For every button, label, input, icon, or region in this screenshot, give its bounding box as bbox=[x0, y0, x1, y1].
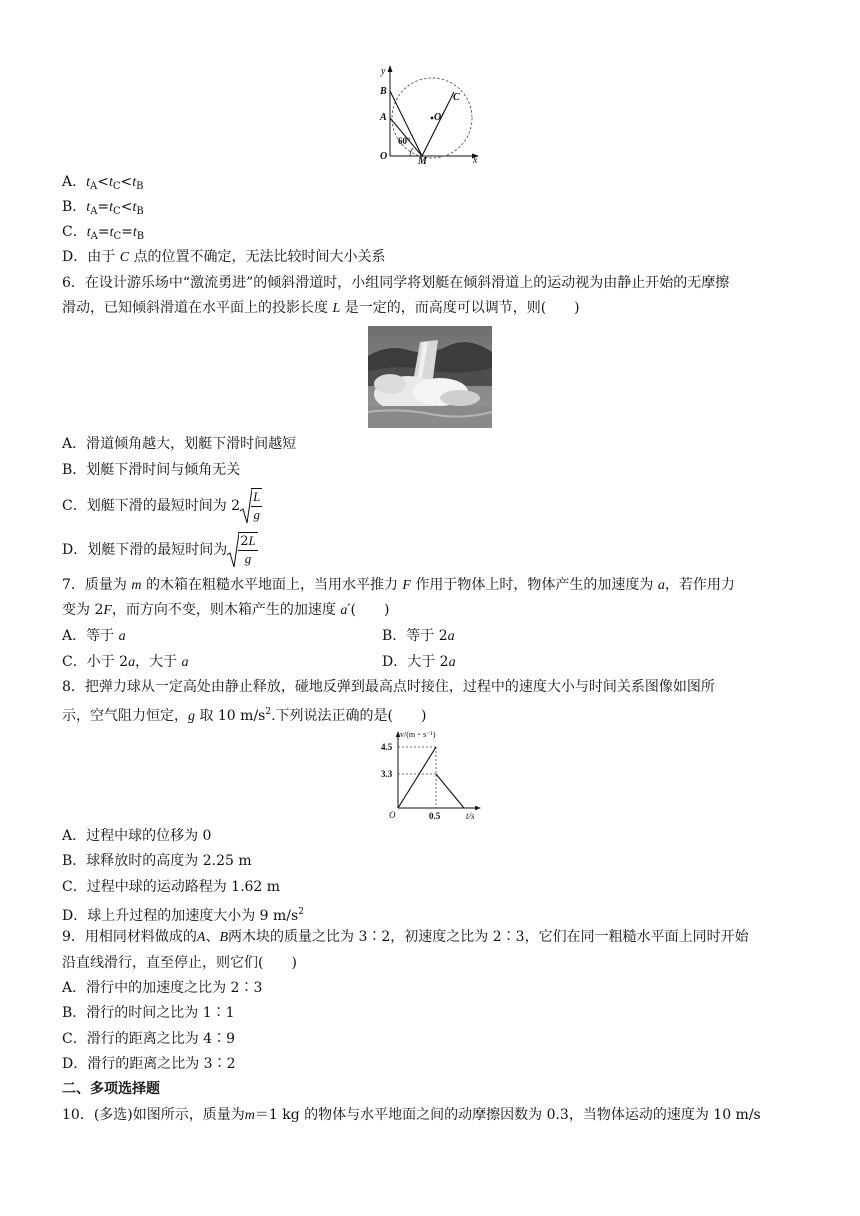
sqrt-formula-d: $\frac{2L}{g}$ bbox=[227, 528, 258, 572]
q8-option-c: C．过程中球的运动路程为 1.62 m bbox=[62, 879, 281, 895]
geometry-figure bbox=[376, 62, 480, 164]
water-slide-photo bbox=[368, 326, 492, 428]
graph-tick-4-5: 4.5 bbox=[381, 742, 393, 752]
q6-option-d: D．划艇下滑的最短时间为 $\frac{2L}{g}$ bbox=[62, 528, 258, 572]
q6-option-a: A．滑道倾角越大，划艇下滑时间越短 bbox=[62, 436, 297, 452]
q6-stem-line2: 滑动，已知倾斜滑道在水平面上的投影长度 L 是一定的，而高度可以调节，则( ) bbox=[62, 300, 580, 316]
q5-option-d: D．由于 C 点的位置不确定，无法比较时间大小关系 bbox=[62, 249, 386, 265]
q7-option-a: A．等于 a bbox=[62, 628, 126, 644]
point-a: A bbox=[380, 112, 387, 123]
q7-option-b: B．等于 2a bbox=[382, 628, 455, 644]
sqrt-formula-c: $\frac{L}{g}$ bbox=[240, 484, 262, 528]
q6-option-b: B．划艇下滑时间与倾角无关 bbox=[62, 462, 241, 478]
q6-stem-line1: 6．在设计游乐场中“激流勇进”的倾斜滑道时，小组同学将划艇在倾斜滑道上的运动视为由静止开始的无摩擦 bbox=[62, 275, 730, 291]
q8-stem-line1: 8．把弹力球从一定高处由静止释放，碰地反弹到最高点时接住，过程中的速度大小与时间关系图像如图所 bbox=[62, 679, 715, 695]
q9-option-c: C．滑行的距离之比为 4∶9 bbox=[62, 1031, 235, 1047]
q6-option-c: C．划艇下滑的最短时间为 2 $\frac{L}{g}$ bbox=[62, 484, 262, 528]
graph-tick-0-5: 0.5 bbox=[429, 811, 441, 820]
graph-y-label: v/(m・s⁻¹) bbox=[400, 730, 436, 739]
point-m: M bbox=[418, 156, 427, 164]
q7-stem-line2: 变为 2F，而方向不变，则木箱产生的加速度 a′( ) bbox=[62, 602, 390, 618]
graph-tick-3-3: 3.3 bbox=[381, 769, 393, 779]
q10-stem-line1: 10．(多选)如图所示，质量为m＝1 kg 的物体与水平地面之间的动摩擦因数为 0.3，当物体运动的速度为 10 m/s bbox=[62, 1107, 761, 1123]
section-heading-multiple-choice: 二、多项选择题 bbox=[62, 1081, 160, 1097]
point-oprime: O′ bbox=[434, 112, 445, 123]
x-axis-label: x bbox=[473, 155, 478, 164]
q5-option-c: C．$t_A=t_C=t_B$ bbox=[62, 224, 145, 242]
graph-origin: O bbox=[389, 810, 396, 820]
q8-stem-line2: 示，空气阻力恒定，g 取 10 $m/s^2$.下列说法正确的是( ) bbox=[62, 707, 427, 724]
q7-option-d: D．大于 2a bbox=[382, 654, 456, 670]
q8-option-d: D．球上升过程的加速度大小为 9 $m/s^2$ bbox=[62, 907, 304, 924]
angle-label: 60° bbox=[398, 136, 411, 146]
q7-stem-line1: 7．质量为 m 的木箱在粗糙水平地面上，当用水平推力 F 作用于物体上时，物体产生的加速度为 a，若作用力 bbox=[62, 577, 735, 593]
point-o: O bbox=[380, 151, 388, 162]
graph-x-label: t/s bbox=[466, 811, 475, 820]
q7-option-c: C．小于 2a，大于 a bbox=[62, 654, 189, 670]
point-c: C bbox=[453, 92, 460, 103]
q9-option-a: A．滑行中的加速度之比为 2∶3 bbox=[62, 980, 263, 996]
y-axis-label: y bbox=[381, 66, 386, 77]
q9-option-b: B．滑行的时间之比为 1∶1 bbox=[62, 1005, 235, 1021]
q8-option-a: A．过程中球的位移为 0 bbox=[62, 828, 212, 844]
q5-option-a: A．$t_A<t_C<t_B$ bbox=[62, 174, 144, 192]
q8-option-b: B．球释放时的高度为 2.25 m bbox=[62, 853, 252, 869]
q9-stem-line2: 沿直线滑行，直至停止，则它们( ) bbox=[62, 955, 297, 971]
point-b: B bbox=[380, 86, 387, 97]
q9-stem-line1: 9．用相同材料做成的A、B两木块的质量之比为 3∶2，初速度之比为 2∶3，它们在同一粗糙水平面上同时开始 bbox=[62, 929, 749, 945]
q9-option-d: D．滑行的距离之比为 3∶2 bbox=[62, 1056, 236, 1072]
velocity-time-graph bbox=[378, 728, 488, 820]
q5-option-b: B．$t_A=t_C<t_B$ bbox=[62, 199, 144, 217]
